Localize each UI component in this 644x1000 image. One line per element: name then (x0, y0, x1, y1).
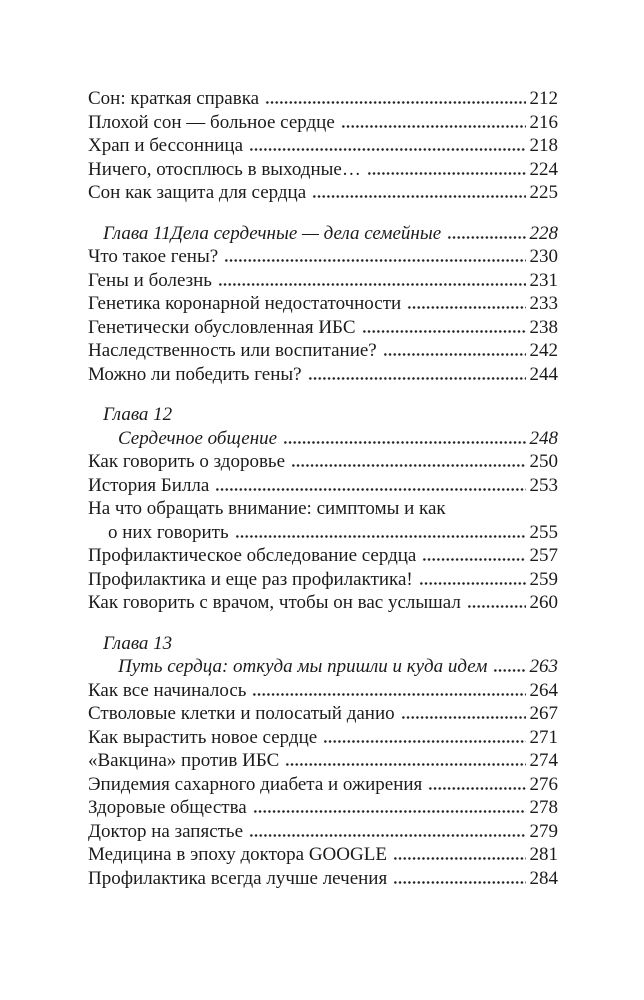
dot-leader (215, 477, 525, 491)
toc-entry-page-number: 248 (529, 427, 558, 449)
dot-leader (341, 114, 526, 128)
toc-entry[interactable] (88, 292, 558, 316)
toc-entry-page-number: 267 (529, 703, 558, 724)
toc-entry-label: Гены и болезнь (88, 269, 212, 291)
toc-entry-page-number: 279 (529, 820, 558, 842)
toc-section (88, 222, 558, 387)
toc-entry[interactable] (88, 497, 558, 521)
dot-leader (367, 161, 526, 175)
toc-entry-page-number: 228 (529, 222, 558, 244)
toc-entry-label: Как говорить о здоровье (88, 451, 286, 472)
toc-entry-label: Стволовые клетки и полосатый данио (88, 703, 395, 724)
toc-entry-label: «Вакцина» против ИБС (88, 750, 280, 771)
toc-entry[interactable] (88, 843, 558, 867)
toc-entry-page-number: 260 (529, 592, 558, 613)
toc-entry-label: Ничего, отосплюсь в выходные… (88, 158, 361, 180)
toc-entry[interactable] (88, 158, 558, 182)
dot-leader (308, 366, 526, 380)
dot-leader (447, 225, 525, 239)
toc-entry-label: Глава 12 (103, 404, 173, 425)
toc-chapter-entry[interactable] (88, 427, 558, 451)
toc-entry-page-number: 231 (529, 269, 558, 291)
toc-entry[interactable] (88, 796, 558, 820)
toc-entry-label: Путь сердца: откуда мы пришли и куда идем (118, 656, 488, 677)
toc-entry-page-number: 274 (529, 750, 558, 771)
toc-chapter-entry[interactable] (88, 655, 558, 679)
toc-entry[interactable] (88, 591, 558, 615)
toc-entry-page-number: 281 (529, 844, 558, 865)
dot-leader (249, 823, 525, 837)
toc-entry[interactable] (88, 820, 558, 844)
dot-leader (224, 248, 525, 262)
toc-entry-label: Как все начиналось (88, 679, 247, 701)
toc-entry-label: Профилактика всегда лучше лечения (88, 867, 388, 889)
toc-section (88, 87, 558, 205)
toc-entry-label: История Билла (88, 474, 210, 496)
dot-leader (467, 594, 526, 608)
dot-leader (218, 272, 526, 286)
dot-leader (312, 184, 525, 198)
toc-entry-page-number: 224 (529, 158, 558, 180)
toc-entry[interactable] (88, 316, 558, 340)
dot-leader (393, 846, 526, 860)
toc-entry[interactable] (88, 702, 558, 726)
dot-leader (419, 571, 526, 585)
toc-section (88, 632, 558, 891)
toc-entry-page-number: 225 (529, 182, 558, 203)
toc-entry-label: Сон: краткая справка (88, 88, 260, 109)
toc-entry-page-number: 276 (529, 773, 558, 795)
toc-entry-label: Глава 13 (103, 632, 173, 654)
toc-entry-label: Эпидемия сахарного диабета и ожирения (88, 773, 423, 795)
toc-entry[interactable] (88, 568, 558, 592)
dot-leader (285, 752, 525, 766)
toc-entry-label: Здоровые общества (88, 797, 247, 818)
toc-entry-label: Как говорить с врачом, чтобы он вас услышал (88, 592, 461, 613)
toc-entry-page-number: 257 (529, 545, 558, 566)
dot-leader (253, 799, 526, 813)
dot-leader (252, 682, 525, 696)
toc-entry-label: Сердечное общение (118, 427, 278, 449)
toc-entry-label: Профилактика и еще раз профилактика! (88, 568, 413, 590)
toc-entry-page-number: 212 (529, 88, 558, 109)
dot-leader (393, 870, 525, 884)
toc-entry-label: Можно ли победить гены? (88, 363, 302, 385)
toc-entry-label: Храп и бессонница (88, 135, 244, 156)
toc-entry[interactable] (88, 749, 558, 773)
toc-entry-label: Что такое гены? (88, 246, 219, 267)
toc-entry-page-number: 284 (529, 867, 558, 889)
toc-entry-label: Медицина в эпоху доктора GOOGLE (88, 844, 387, 865)
toc-entry-label: На что обращать внимание: симптомы и как (88, 498, 446, 519)
toc-entry-page-number: 278 (529, 797, 558, 818)
toc-chapter-entry[interactable] (88, 222, 558, 246)
toc-entry[interactable] (88, 339, 558, 363)
toc-entry-page-number: 263 (529, 656, 558, 677)
dot-leader (249, 137, 525, 151)
toc-entry[interactable] (88, 134, 558, 158)
toc-entry[interactable] (88, 269, 558, 293)
dot-leader (493, 658, 525, 672)
toc-entry-label: Как вырастить новое сердце (88, 726, 318, 748)
toc-entry-page-number: 216 (529, 111, 558, 133)
toc-entry-page-number: 244 (529, 363, 558, 385)
toc-entry[interactable] (88, 111, 558, 135)
toc-entry-page-number: 242 (529, 340, 558, 361)
toc-entry-label: Генетически обусловленная ИБС (88, 316, 356, 338)
toc-entry[interactable] (88, 521, 558, 545)
toc-entry-label: Плохой сон — больное сердце (88, 111, 335, 133)
dot-leader (323, 729, 525, 743)
toc-entry[interactable] (88, 544, 558, 568)
toc-entry-label: Генетика коронарной недостаточности (88, 293, 402, 314)
toc-entry[interactable] (88, 679, 558, 703)
toc-entry-page-number: 233 (529, 293, 558, 314)
toc-entry[interactable] (88, 726, 558, 750)
toc-section (88, 403, 558, 615)
dot-leader (362, 319, 526, 333)
toc-entry-label: Доктор на запястье (88, 820, 244, 842)
toc-entry-label: Профилактическое обследование сердца (88, 545, 417, 566)
toc-entry[interactable] (88, 181, 558, 205)
toc-entry-page-number: 255 (529, 521, 558, 543)
toc-entry[interactable] (88, 87, 558, 111)
toc-entry[interactable] (88, 474, 558, 498)
toc-entry-page-number: 250 (529, 451, 558, 472)
dot-leader (422, 547, 525, 561)
toc-chapter-entry[interactable] (88, 403, 558, 427)
table-of-contents (88, 87, 558, 890)
dot-leader (383, 342, 526, 356)
dot-leader (407, 295, 525, 309)
toc-entry[interactable] (88, 773, 558, 797)
toc-entry-page-number: 218 (529, 135, 558, 156)
toc-entry-page-number: 230 (529, 246, 558, 267)
toc-entry-label: Наследственность или воспитание? (88, 340, 377, 361)
toc-entry-label: о них говорить (108, 521, 229, 543)
toc-entry-label: Сон как защита для сердца (88, 182, 307, 203)
dot-leader (401, 705, 526, 719)
dot-leader (291, 453, 525, 467)
toc-entry[interactable] (88, 363, 558, 387)
toc-entry-page-number: 264 (529, 679, 558, 701)
dot-leader (265, 90, 525, 104)
toc-entry[interactable] (88, 245, 558, 269)
dot-leader (283, 430, 525, 444)
dot-leader (428, 776, 525, 790)
toc-entry[interactable] (88, 450, 558, 474)
toc-entry[interactable] (88, 867, 558, 891)
toc-entry-page-number: 253 (529, 474, 558, 496)
toc-entry-page-number: 238 (529, 316, 558, 338)
toc-entry-page-number: 259 (529, 568, 558, 590)
toc-entry-page-number: 271 (529, 726, 558, 748)
toc-entry-label: Глава 11Дела сердечные — дела семейные (103, 222, 442, 244)
dot-leader (235, 524, 526, 538)
toc-chapter-entry[interactable] (88, 632, 558, 656)
